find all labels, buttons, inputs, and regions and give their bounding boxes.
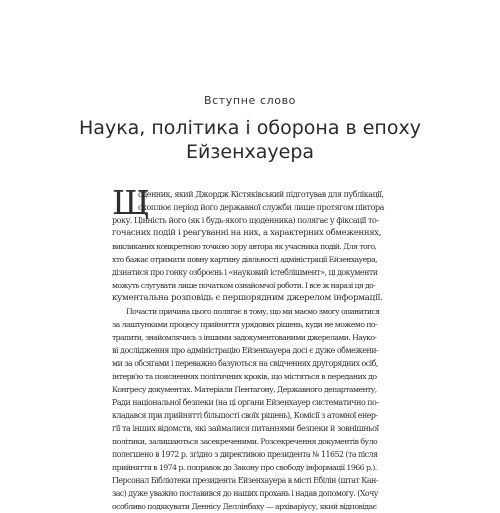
text-line: Конгресу документах. Матеріали Пентагону, Державного департаменту, — [112, 385, 377, 394]
text-line: полегшено в 1972 р. згідно з директивою президента № 11652 (та після — [112, 450, 378, 459]
text-line: кладався при прийнятті більшості своїх рішень), Комісії з атомної енер- — [112, 411, 378, 420]
page-title — [0, 116, 500, 164]
text-line: ві дослідження про адміністрацію Ейзенхауера досі є дуже обмежени- — [112, 346, 379, 355]
text-line: гії та інших відомств, які займалися питаннями безпеки й зовнішньої — [112, 424, 379, 433]
text-line: можуть слугувати лише початком ознайомчої роботи. І все ж наразі ця до- — [112, 281, 376, 290]
body-text — [112, 183, 384, 513]
text-line: викликаних конкретною точкою зору автора як учасника подій. Для того, — [112, 242, 377, 251]
text-line: трапити, знайомлячись з іншими задокументованими джерелами. Науко- — [112, 333, 377, 342]
text-line: прийняття в 1974 р. поправок до Закону про свободу інформації 1966 р.). — [112, 463, 377, 472]
text-line: оденник, який Джордж Кістяківський підготував для публікації, — [138, 190, 384, 199]
text-line: дізнатися про гонку озброєнь і «науковий істеблішмент», ці документи — [112, 268, 378, 277]
text-line: хто бажає отримати повну картину діяльності адміністрації Ейзенхауера, — [112, 255, 378, 264]
text-line: року. Цінність його (як і будь-якого щоденника) полягає у фіксації то- — [112, 216, 379, 225]
text-line: інтерв'ю та поясненнях політичних кроків, що містяться в переданих до — [112, 372, 377, 381]
title-line-1: Наука, політика і оборона в епоху — [79, 117, 421, 139]
text-line: особливо подякувати Деннісу Деллінбаху — архіваріусу, який відповідає — [112, 502, 377, 511]
text-line: Ради національної безпеки (на ці органи Ейзенхауер систематично по- — [112, 398, 379, 407]
drop-cap: Щ — [112, 183, 150, 222]
text-line: охоплює період його державної служби лише протягом півтора — [138, 203, 384, 212]
text-line: за лаштунками процесу прийняття урядових рішень, куди не можемо по- — [112, 320, 378, 329]
text-line: кументальна розповідь є першорядним джерелом інформації. — [112, 293, 383, 303]
text-line: Персонал Бібліотеки президента Ейзенхауера в місті Ебілін (штат Кан- — [112, 476, 379, 485]
text-line: політики, залишаються засекреченими. Розсекречення документів було — [112, 437, 378, 446]
text-line: гочасних подій і реагуванні на них, а характерних обмеженнях, — [112, 228, 382, 238]
text-line: Почасти причина цього полягає в тому, що ми маємо змогу опинитися — [126, 307, 380, 316]
title-line-2: Ейзенхауера — [185, 141, 315, 163]
text-line: ми за обсягами і переважно базуються на свідченнях другорядних осіб, — [112, 359, 378, 368]
section-label: Вступне слово — [204, 94, 296, 107]
text-line: зас) дуже уважно поставився до наших прохань і надав допомогу. (Хочу — [112, 489, 378, 498]
